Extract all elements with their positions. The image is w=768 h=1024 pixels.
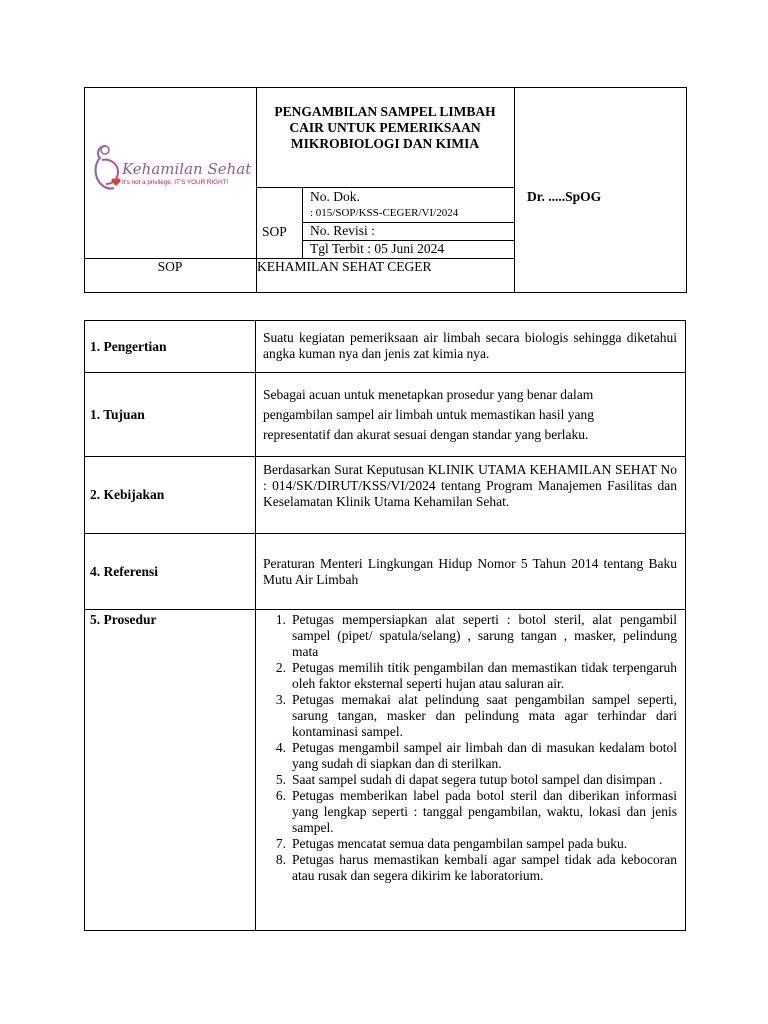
list-item: 2. Petugas memilih titik pengambilan dan memastikan tidak terpengaruh oleh faktor eksternal seperti hujan atau saluran air. xyxy=(275,660,677,691)
list-item: 3. Petugas memakai alat pelindung saat pengambilan sampel seperti, sarung tangan, masker dan pelindung mata agar terhindar dari kontaminasi sampel. xyxy=(275,692,677,739)
tujuan-label: 1. Tujuan xyxy=(90,407,145,422)
logo-brand: Kehamilan Sehat xyxy=(122,160,252,178)
doc-no-value: : 015/SOP/KSS-CEGER/VI/2024 xyxy=(310,207,459,219)
pengertian-label: 1. Pengertian xyxy=(90,339,167,354)
logo-tagline: It's not a privilege, IT'S YOUR RIGHT! xyxy=(122,179,229,186)
referensi-label: 4. Referensi xyxy=(90,564,158,579)
list-item: 1. Petugas mempersiapkan alat seperti : botol steril, alat pengambil sampel (pipet/ spatula/selang) , sarung tangan , masker, pelindung mata xyxy=(275,612,677,659)
logo xyxy=(88,140,253,196)
kebijakan-label: 2. Kebijakan xyxy=(90,487,165,502)
kebijakan-text: Berdasarkan Surat Keputusan KLINIK UTAMA KEHAMILAN SEHAT No : 014/SK/DIRUT/KSS/VI/2024 tentang Program Manajemen Fasilitas dan Keselamatan Klinik Utama Kehamilan Sehat. xyxy=(263,462,677,509)
sop-label: SOP xyxy=(262,224,287,239)
list-item: 8. Petugas harus memastikan kembali agar sampel tidak ada kebocoran atau rusak dan segera dikirim ke laboratorium. xyxy=(275,852,677,883)
tujuan-text: Sebagai acuan untuk menetapkan prosedur yang benar dalam pengambilan sampel air limbah untuk memastikan hasil yang representatif dan akurat sesuai dengan standar yang berlaku. xyxy=(263,387,595,442)
prosedur-list xyxy=(264,612,677,884)
list-item: 4. Petugas mengambil sampel air limbah dan di masukan kedalam botol yang sudah di siapkan dan di sterilkan. xyxy=(275,740,677,771)
list-item: 5. Saat sampel sudah di dapat segera tutup botol sampel dan disimpan . xyxy=(275,772,663,787)
issue-date: Tgl Terbit : 05 Juni 2024 xyxy=(310,241,445,256)
list-item: 6. Petugas memberikan label pada botol steril dan diberikan informasi yang lengkap seperti : tanggal pengambilan, waktu, lokasi dan jenis sampel. xyxy=(275,788,677,835)
document-title: PENGAMBILAN SAMPEL LIMBAH CAIR UNTUK PEMERIKSAAN MIKROBIOLOGI DAN KIMIA xyxy=(274,104,496,151)
clinic-name: KEHAMILAN SEHAT CEGER xyxy=(257,259,432,274)
footer-sop: SOP xyxy=(157,259,183,274)
signatory: Dr. .....SpOG xyxy=(527,189,602,204)
referensi-text: Peraturan Menteri Lingkungan Hidup Nomor 5 Tahun 2014 tentang Baku Mutu Air Limbah xyxy=(263,556,677,587)
list-item: 7. Petugas mencatat semua data pengambilan sampel pada buku. xyxy=(275,836,628,851)
pengertian-text: Suatu kegiatan pemeriksaan air limbah secara biologis sehingga diketahui angka kuman nya dan jenis zat kimia nya. xyxy=(263,330,677,361)
prosedur-label: 5. Prosedur xyxy=(90,612,157,627)
revision-label: No. Revisi : xyxy=(310,223,375,238)
doc-no-label: No. Dok. xyxy=(310,189,360,204)
prosedur-list-wrap xyxy=(264,612,677,884)
